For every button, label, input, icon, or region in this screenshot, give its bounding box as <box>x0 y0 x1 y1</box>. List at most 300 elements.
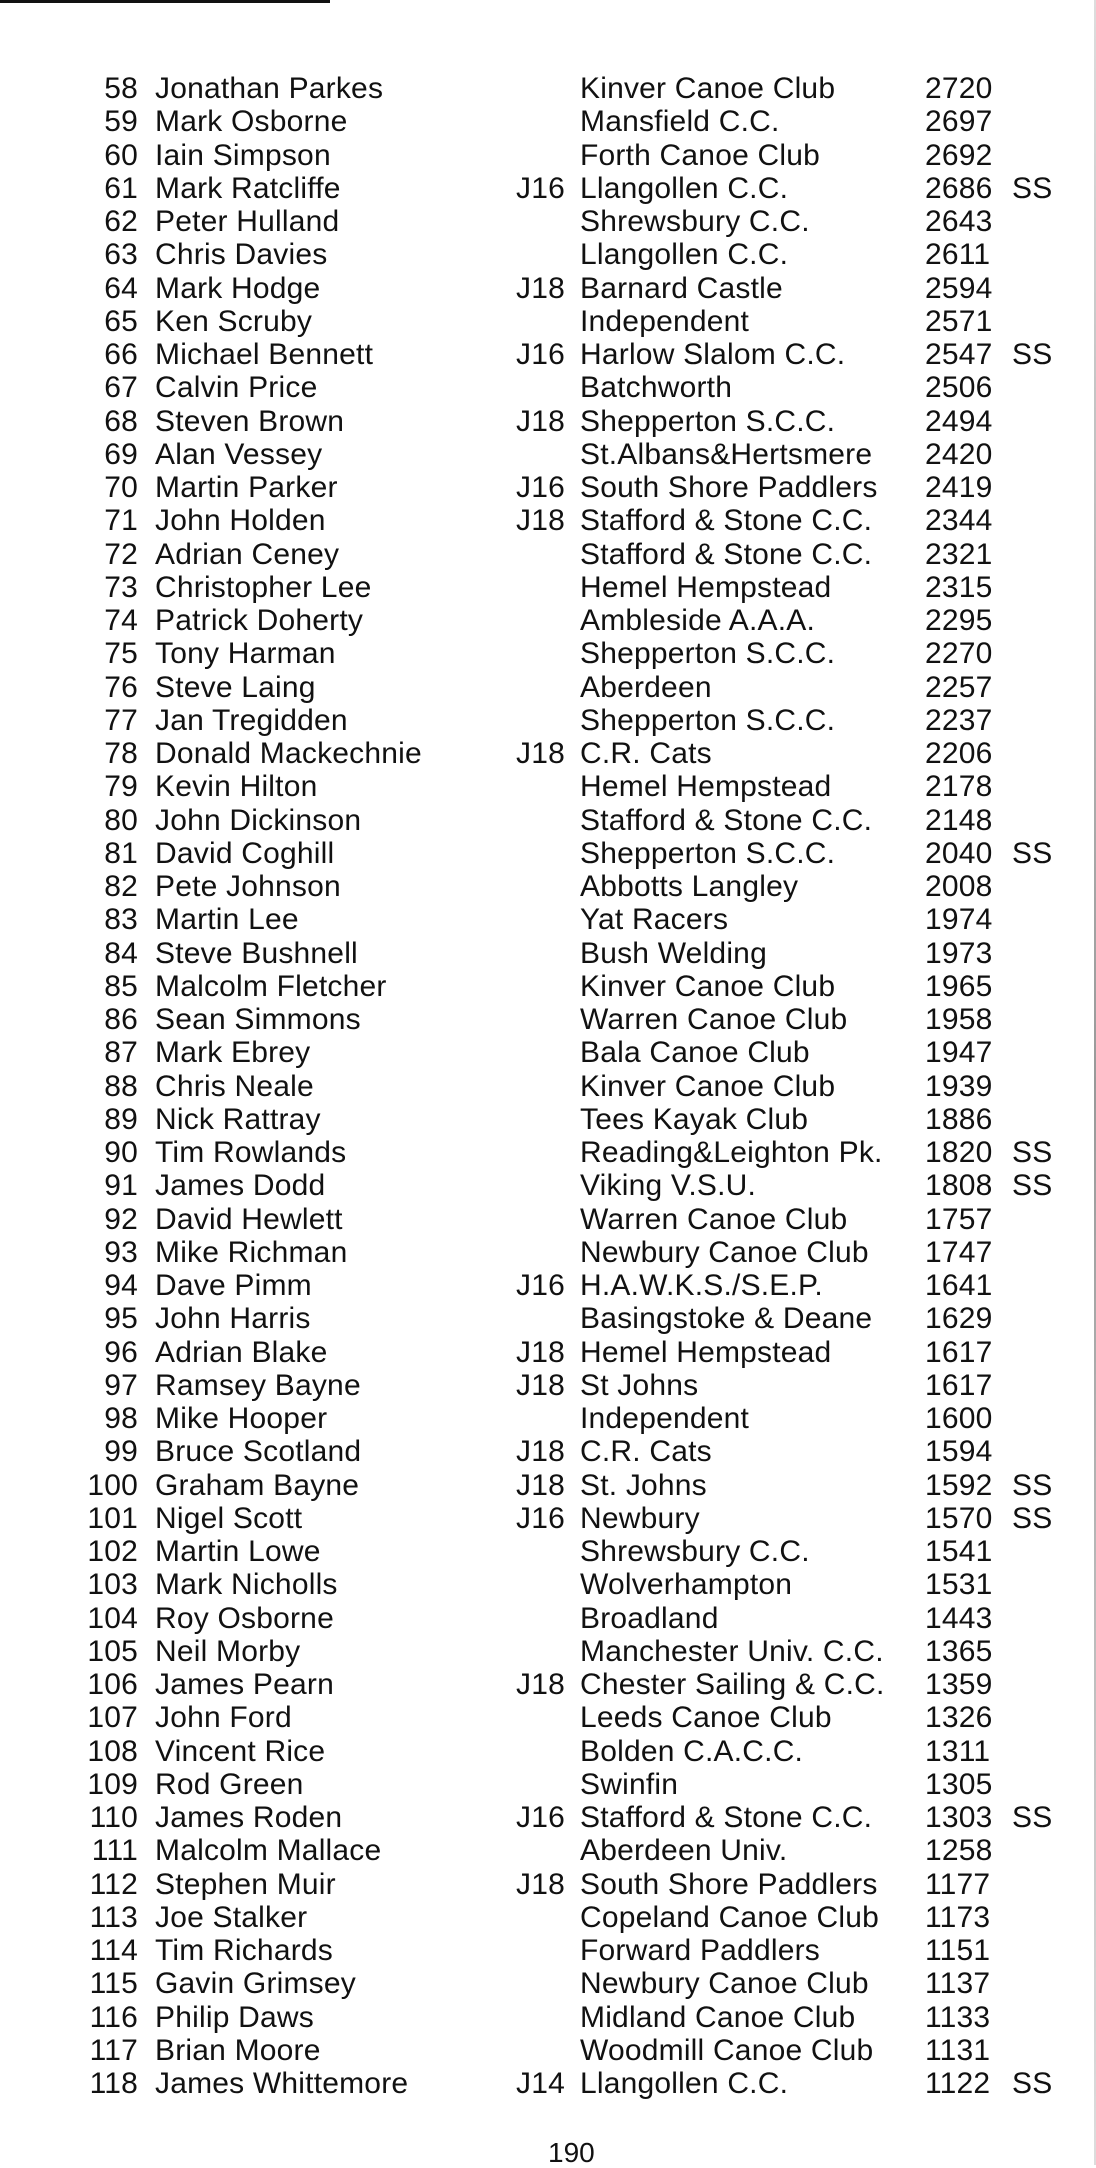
ranking-row <box>0 504 1096 537</box>
ranking-row <box>0 1668 1096 1701</box>
points-score: 1747 <box>925 1235 993 1269</box>
points-score: 2720 <box>925 72 993 105</box>
points-score: 2494 <box>925 404 993 438</box>
ranking-row <box>0 1834 1096 1867</box>
top-rule <box>0 0 330 3</box>
ranking-row <box>0 1967 1096 2000</box>
club-name: Hemel Hempstead <box>580 570 832 604</box>
rank-number: 89 <box>104 1102 138 1136</box>
ss-flag: SS <box>1012 1169 1053 1203</box>
ranking-row <box>0 1336 1096 1369</box>
club-name: Kinver Canoe Club <box>580 72 836 105</box>
age-category: J16 <box>516 471 565 504</box>
paddler-name: David Hewlett <box>155 1202 343 1236</box>
ranking-row <box>0 737 1096 770</box>
paddler-name: Mark Ratcliffe <box>155 171 341 205</box>
club-name: Midland Canoe Club <box>580 2000 856 2034</box>
paddler-name: James Dodd <box>155 1169 326 1203</box>
paddler-name: Malcolm Mallace <box>155 1834 382 1868</box>
club-name: Swinfin <box>580 1767 679 1801</box>
club-name: South Shore Paddlers <box>580 471 878 504</box>
ranking-row <box>0 1369 1096 1402</box>
points-score: 1629 <box>925 1302 993 1336</box>
paddler-name: Tony Harman <box>155 637 336 671</box>
club-name: Harlow Slalom C.C. <box>580 338 846 371</box>
points-score: 1541 <box>925 1535 993 1568</box>
points-score: 2420 <box>925 437 993 471</box>
rank-number: 66 <box>104 338 138 371</box>
age-category: J18 <box>516 404 565 438</box>
paddler-name: Nick Rattray <box>155 1102 321 1136</box>
rank-number: 109 <box>87 1767 138 1801</box>
rank-number: 70 <box>104 471 138 504</box>
age-category: J18 <box>516 1867 565 1901</box>
ranking-row <box>0 1568 1096 1601</box>
ranking-row <box>0 704 1096 737</box>
rank-number: 106 <box>87 1668 138 1701</box>
paddler-name: Joe Stalker <box>155 1900 308 1934</box>
paddler-name: Steven Brown <box>155 404 345 438</box>
age-category: J18 <box>516 504 565 538</box>
paddler-name: Chris Neale <box>155 1069 314 1103</box>
ranking-row <box>0 205 1096 238</box>
rank-number: 76 <box>104 670 138 704</box>
ranking-row <box>0 1735 1096 1768</box>
rank-number: 88 <box>104 1069 138 1103</box>
ranking-list <box>0 72 1096 2100</box>
rank-number: 87 <box>104 1036 138 1070</box>
age-category: J14 <box>516 2067 565 2100</box>
rank-number: 108 <box>87 1734 138 1768</box>
ss-flag: SS <box>1012 171 1053 205</box>
club-name: Barnard Castle <box>580 271 783 305</box>
club-name: St Johns <box>580 1368 699 1402</box>
ranking-row <box>0 238 1096 271</box>
ranking-row <box>0 1868 1096 1901</box>
rank-number: 60 <box>104 138 138 172</box>
rank-number: 98 <box>104 1402 138 1435</box>
ranking-row <box>0 72 1096 105</box>
ranking-row <box>0 970 1096 1003</box>
points-score: 1973 <box>925 936 993 970</box>
paddler-name: Michael Bennett <box>155 338 374 371</box>
age-category: J18 <box>516 1435 565 1469</box>
ranking-row <box>0 1070 1096 1103</box>
ranking-row <box>0 837 1096 870</box>
ranking-row <box>0 105 1096 138</box>
club-name: Llangollen C.C. <box>580 171 789 205</box>
club-name: Independent <box>580 304 750 338</box>
club-name: Forth Canoe Club <box>580 138 820 172</box>
club-name: Shrewsbury C.C. <box>580 1535 810 1568</box>
ss-flag: SS <box>1012 2067 1053 2100</box>
paddler-name: Tim Richards <box>155 1934 333 1967</box>
ranking-row <box>0 1535 1096 1568</box>
points-score: 2643 <box>925 205 993 238</box>
rank-number: 95 <box>104 1302 138 1336</box>
club-name: Newbury Canoe Club <box>580 1235 869 1269</box>
club-name: Shepperton S.C.C. <box>580 637 836 671</box>
points-score: 2344 <box>925 504 993 538</box>
points-score: 1151 <box>925 1934 991 1967</box>
points-score: 1177 <box>925 1867 991 1901</box>
rank-number: 58 <box>104 72 138 105</box>
club-name: South Shore Paddlers <box>580 1867 878 1901</box>
points-score: 1531 <box>925 1568 993 1602</box>
points-score: 1974 <box>925 903 993 937</box>
club-name: Independent <box>580 1402 750 1435</box>
points-score: 1808 <box>925 1169 993 1203</box>
rank-number: 79 <box>104 770 138 804</box>
points-score: 1886 <box>925 1102 993 1136</box>
rank-number: 115 <box>89 1967 138 2001</box>
age-category: J18 <box>516 1468 565 1502</box>
rank-number: 113 <box>89 1900 138 1934</box>
ranking-row <box>0 1003 1096 1036</box>
paddler-name: Mark Ebrey <box>155 1036 311 1070</box>
ranking-row <box>0 405 1096 438</box>
club-name: Forward Paddlers <box>580 1934 820 1967</box>
club-name: Llangollen C.C. <box>580 2067 789 2100</box>
ranking-row <box>0 1801 1096 1834</box>
paddler-name: John Ford <box>155 1701 292 1735</box>
club-name: St. Johns <box>580 1468 707 1502</box>
paddler-name: Roy Osborne <box>155 1601 334 1635</box>
rank-number: 67 <box>104 371 138 405</box>
ranking-row <box>0 604 1096 637</box>
paddler-name: Neil Morby <box>155 1634 301 1668</box>
age-category: J18 <box>516 737 565 770</box>
club-name: Stafford & Stone C.C. <box>580 803 873 837</box>
paddler-name: Peter Hulland <box>155 205 340 238</box>
ss-flag: SS <box>1012 836 1053 870</box>
paddler-name: Steve Laing <box>155 670 316 704</box>
points-score: 1958 <box>925 1003 993 1036</box>
points-score: 2257 <box>925 670 993 704</box>
points-score: 2697 <box>925 105 993 139</box>
paddler-name: Gavin Grimsey <box>155 1967 356 2001</box>
paddler-name: Dave Pimm <box>155 1269 312 1302</box>
points-score: 1617 <box>925 1335 993 1369</box>
club-name: H.A.W.K.S./S.E.P. <box>580 1269 823 1302</box>
rank-number: 99 <box>104 1435 138 1469</box>
rank-number: 116 <box>89 2000 138 2034</box>
ranking-row <box>0 538 1096 571</box>
club-name: Batchworth <box>580 371 733 405</box>
points-score: 1365 <box>925 1634 993 1668</box>
ss-flag: SS <box>1012 1501 1053 1535</box>
points-score: 1443 <box>925 1601 993 1635</box>
points-score: 2419 <box>925 471 993 504</box>
paddler-name: Rod Green <box>155 1767 304 1801</box>
club-name: Kinver Canoe Club <box>580 1069 836 1103</box>
rank-number: 93 <box>104 1235 138 1269</box>
points-score: 1965 <box>925 969 993 1003</box>
age-category: J16 <box>516 338 565 371</box>
ranking-row <box>0 1469 1096 1502</box>
paddler-name: Mike Hooper <box>155 1402 328 1435</box>
rank-number: 78 <box>104 737 138 770</box>
paddler-name: Iain Simpson <box>155 138 331 172</box>
age-category: J18 <box>516 1668 565 1701</box>
club-name: Wolverhampton <box>580 1568 793 1602</box>
club-name: Basingstoke & Deane <box>580 1302 873 1336</box>
ranking-row <box>0 671 1096 704</box>
club-name: Bush Welding <box>580 936 767 970</box>
ranking-row <box>0 770 1096 803</box>
club-name: Manchester Univ. C.C. <box>580 1634 884 1668</box>
rank-number: 105 <box>87 1634 138 1668</box>
rank-number: 104 <box>87 1601 138 1635</box>
ranking-row <box>0 870 1096 903</box>
points-score: 1258 <box>925 1834 993 1868</box>
age-category: J16 <box>516 1269 565 1302</box>
paddler-name: Steve Bushnell <box>155 936 358 970</box>
points-score: 1820 <box>925 1136 993 1169</box>
ranking-row <box>0 438 1096 471</box>
rank-number: 71 <box>104 504 138 538</box>
club-name: Leeds Canoe Club <box>580 1701 832 1735</box>
points-score: 2237 <box>925 703 993 737</box>
points-score: 1122 <box>925 2067 991 2100</box>
paddler-name: Ken Scruby <box>155 304 313 338</box>
paddler-name: Graham Bayne <box>155 1468 360 1502</box>
paddler-name: Christopher Lee <box>155 570 372 604</box>
age-category: J16 <box>516 1801 565 1834</box>
paddler-name: John Dickinson <box>155 803 362 837</box>
paddler-name: John Holden <box>155 504 326 538</box>
ss-flag: SS <box>1012 1801 1053 1834</box>
points-score: 2594 <box>925 271 993 305</box>
rank-number: 100 <box>87 1468 138 1502</box>
ranking-row <box>0 1236 1096 1269</box>
club-name: Reading&Leighton Pk. <box>580 1136 883 1169</box>
club-name: Stafford & Stone C.C. <box>580 1801 873 1834</box>
paddler-name: Philip Daws <box>155 2000 314 2034</box>
points-score: 1641 <box>925 1269 993 1302</box>
paddler-name: John Harris <box>155 1302 311 1336</box>
ranking-row <box>0 172 1096 205</box>
ranking-row <box>0 272 1096 305</box>
club-name: Shepperton S.C.C. <box>580 703 836 737</box>
points-score: 2295 <box>925 604 993 637</box>
club-name: Aberdeen Univ. <box>580 1834 788 1868</box>
club-name: Stafford & Stone C.C. <box>580 537 873 571</box>
paddler-name: Tim Rowlands <box>155 1136 347 1169</box>
paddler-name: Jonathan Parkes <box>155 72 384 105</box>
paddler-name: Martin Lee <box>155 903 299 937</box>
paddler-name: Jan Tregidden <box>155 703 348 737</box>
club-name: Llangollen C.C. <box>580 238 789 272</box>
points-score: 2571 <box>925 304 993 338</box>
club-name: Shepperton S.C.C. <box>580 836 836 870</box>
points-score: 1133 <box>925 2000 991 2034</box>
club-name: Tees Kayak Club <box>580 1102 809 1136</box>
rank-number: 65 <box>104 304 138 338</box>
age-category: J16 <box>516 1501 565 1535</box>
rank-number: 75 <box>104 637 138 671</box>
club-name: Mansfield C.C. <box>580 105 780 139</box>
rank-number: 63 <box>104 238 138 272</box>
ranking-row <box>0 471 1096 504</box>
club-name: Ambleside A.A.A. <box>580 604 815 637</box>
points-score: 2506 <box>925 371 993 405</box>
points-score: 2008 <box>925 870 993 903</box>
ranking-row <box>0 1103 1096 1136</box>
rank-number: 91 <box>104 1169 138 1203</box>
ranking-row <box>0 804 1096 837</box>
ranking-row <box>0 1136 1096 1169</box>
club-name: Shrewsbury C.C. <box>580 205 810 238</box>
ranking-row <box>0 637 1096 670</box>
ranking-row <box>0 2001 1096 2034</box>
points-score: 1173 <box>925 1900 991 1934</box>
rank-number: 72 <box>104 537 138 571</box>
ranking-row <box>0 1602 1096 1635</box>
paddler-name: Mark Osborne <box>155 105 348 139</box>
paddler-name: Brian Moore <box>155 2033 321 2067</box>
ss-flag: SS <box>1012 1136 1053 1169</box>
ranking-row <box>0 1502 1096 1535</box>
club-name: Kinver Canoe Club <box>580 969 836 1003</box>
club-name: Stafford & Stone C.C. <box>580 504 873 538</box>
points-score: 1939 <box>925 1069 993 1103</box>
paddler-name: Martin Parker <box>155 471 338 504</box>
rank-number: 86 <box>104 1003 138 1036</box>
points-score: 2315 <box>925 570 993 604</box>
age-category: J18 <box>516 271 565 305</box>
rank-number: 101 <box>87 1501 138 1535</box>
points-score: 1592 <box>925 1468 993 1502</box>
points-score: 1359 <box>925 1668 993 1701</box>
rank-number: 118 <box>89 2067 138 2100</box>
ranking-row <box>0 1036 1096 1069</box>
points-score: 1947 <box>925 1036 993 1070</box>
rank-number: 73 <box>104 570 138 604</box>
ranking-row <box>0 2067 1096 2100</box>
rank-number: 110 <box>89 1801 138 1834</box>
rank-number: 112 <box>89 1867 138 1901</box>
club-name: Hemel Hempstead <box>580 1335 832 1369</box>
paddler-name: Sean Simmons <box>155 1003 361 1036</box>
points-score: 2611 <box>925 238 991 272</box>
club-name: Hemel Hempstead <box>580 770 832 804</box>
rank-number: 82 <box>104 870 138 903</box>
paddler-name: Calvin Price <box>155 371 318 405</box>
rank-number: 92 <box>104 1202 138 1236</box>
club-name: Broadland <box>580 1601 719 1635</box>
points-score: 2547 <box>925 338 993 371</box>
paddler-name: Mark Hodge <box>155 271 321 305</box>
points-score: 2686 <box>925 171 993 205</box>
ranking-row <box>0 903 1096 936</box>
ranking-row <box>0 1635 1096 1668</box>
rank-number: 62 <box>104 205 138 238</box>
points-score: 2178 <box>925 770 993 804</box>
points-score: 1311 <box>925 1734 991 1768</box>
club-name: Abbotts Langley <box>580 870 799 903</box>
rank-number: 83 <box>104 903 138 937</box>
points-score: 2040 <box>925 836 993 870</box>
rank-number: 96 <box>104 1335 138 1369</box>
points-score: 1303 <box>925 1801 993 1834</box>
rank-number: 68 <box>104 404 138 438</box>
ranking-row <box>0 1302 1096 1335</box>
rank-number: 80 <box>104 803 138 837</box>
paddler-name: Malcolm Fletcher <box>155 969 387 1003</box>
points-score: 1617 <box>925 1368 993 1402</box>
paddler-name: Mark Nicholls <box>155 1568 338 1602</box>
ranking-row <box>0 2034 1096 2067</box>
points-score: 1326 <box>925 1701 993 1735</box>
ranking-row <box>0 139 1096 172</box>
paddler-name: Alan Vessey <box>155 437 323 471</box>
rank-number: 111 <box>91 1834 138 1868</box>
club-name: Newbury <box>580 1501 700 1535</box>
club-name: St.Albans&Hertsmere <box>580 437 873 471</box>
ranking-row <box>0 1901 1096 1934</box>
rank-number: 117 <box>89 2033 138 2067</box>
paddler-name: Donald Mackechnie <box>155 737 422 770</box>
ranking-row <box>0 1269 1096 1302</box>
age-category: J18 <box>516 1368 565 1402</box>
ranking-row <box>0 1203 1096 1236</box>
paddler-name: James Pearn <box>155 1668 334 1701</box>
rank-number: 64 <box>104 271 138 305</box>
points-score: 1570 <box>925 1501 993 1535</box>
points-score: 1600 <box>925 1402 993 1435</box>
points-score: 2206 <box>925 737 993 770</box>
rank-number: 102 <box>87 1535 138 1568</box>
paddler-name: Nigel Scott <box>155 1501 303 1535</box>
club-name: Bala Canoe Club <box>580 1036 810 1070</box>
age-category: J18 <box>516 1335 565 1369</box>
ss-flag: SS <box>1012 338 1053 371</box>
club-name: Warren Canoe Club <box>580 1003 848 1036</box>
rank-number: 97 <box>104 1368 138 1402</box>
points-score: 1757 <box>925 1202 993 1236</box>
points-score: 1137 <box>925 1967 991 2001</box>
paddler-name: James Whittemore <box>155 2067 409 2100</box>
points-score: 2148 <box>925 803 993 837</box>
paddler-name: David Coghill <box>155 836 335 870</box>
points-score: 1594 <box>925 1435 993 1469</box>
paddler-name: Ramsey Bayne <box>155 1368 361 1402</box>
club-name: Yat Racers <box>580 903 729 937</box>
rank-number: 90 <box>104 1136 138 1169</box>
paddler-name: Kevin Hilton <box>155 770 318 804</box>
rank-number: 74 <box>104 604 138 637</box>
ranking-row <box>0 937 1096 970</box>
ranking-row <box>0 338 1096 371</box>
paddler-name: Mike Richman <box>155 1235 348 1269</box>
rank-number: 84 <box>104 936 138 970</box>
ranking-row <box>0 1402 1096 1435</box>
paddler-name: Stephen Muir <box>155 1867 336 1901</box>
paddler-name: Adrian Blake <box>155 1335 328 1369</box>
club-name: Chester Sailing & C.C. <box>580 1668 885 1701</box>
club-name: Bolden C.A.C.C. <box>580 1734 804 1768</box>
paddler-name: Adrian Ceney <box>155 537 340 571</box>
points-score: 2321 <box>925 537 993 571</box>
rank-number: 85 <box>104 969 138 1003</box>
rank-number: 59 <box>104 105 138 139</box>
rank-number: 77 <box>104 703 138 737</box>
rank-number: 81 <box>104 836 138 870</box>
club-name: C.R. Cats <box>580 1435 712 1469</box>
ranking-row <box>0 1768 1096 1801</box>
paddler-name: Chris Davies <box>155 238 328 272</box>
